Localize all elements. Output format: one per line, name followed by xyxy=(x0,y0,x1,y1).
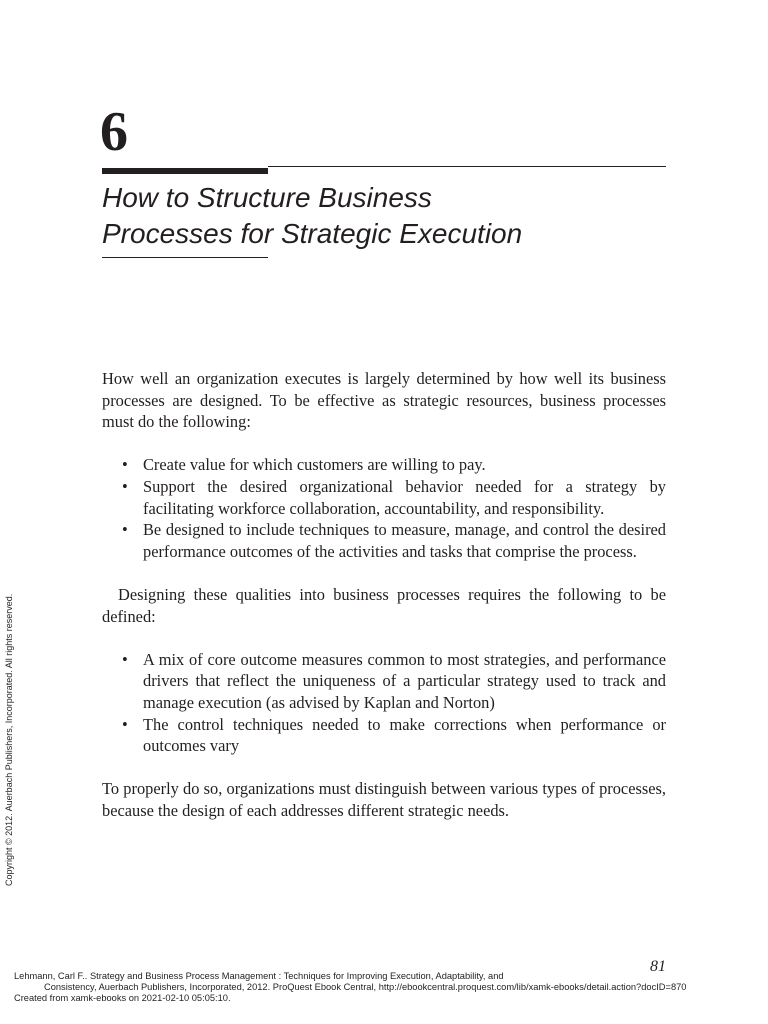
chapter-title-line2: Processes for Strategic Execution xyxy=(102,218,523,249)
copyright-notice: Copyright © 2012. Auerbach Publishers, Incorporated. All rights reserved. xyxy=(4,593,14,886)
list-item xyxy=(122,519,666,562)
list-item xyxy=(122,454,666,476)
list-item xyxy=(122,476,666,519)
paragraph-intro: How well an organization executes is largely determined by how well its business processes are designed. To be effective as strategic resources, business processes must do the following: xyxy=(102,369,666,432)
body-text xyxy=(102,368,666,821)
list-item-text: Create value for which customers are willing to pay. xyxy=(143,455,486,475)
chapter-rule-thick xyxy=(102,168,268,174)
title-underline xyxy=(102,257,268,258)
list-item xyxy=(122,714,666,757)
bullet-marker: • xyxy=(122,520,128,540)
paragraph-conclusion: To properly do so, organizations must distinguish between various types of processes, because the design of each addresses different strategic needs. xyxy=(102,779,666,820)
page-number: 81 xyxy=(650,958,666,975)
list-item-text: The control techniques needed to make corrections when performance or outcomes vary xyxy=(143,714,666,756)
citation-line: Lehmann, Carl F.. Strategy and Business Process Management : Techniques for Improving Execution, Adaptability, and xyxy=(14,971,504,981)
bullet-marker: • xyxy=(122,476,128,496)
bullet-marker: • xyxy=(122,714,128,734)
paragraph-designing: Designing these qualities into business processes requires the following to be defined: xyxy=(102,584,666,626)
bullet-list-requirements xyxy=(102,454,666,562)
chapter-title-line1: How to Structure Business xyxy=(102,182,432,213)
citation-line: Created from xamk-ebooks on 2021-02-10 05:05:10. xyxy=(14,993,231,1003)
bullet-marker: • xyxy=(122,649,128,669)
chapter-rule-thin xyxy=(268,166,666,167)
list-item-text: Support the desired organizational behavior needed for a strategy by facilitating workforce collaboration, accountability, and responsibility. xyxy=(143,476,666,518)
citation-line: Consistency, Auerbach Publishers, Incorporated, 2012. ProQuest Ebook Central, http://ebookcentral.proquest.com/lib/xamk-ebooks/detail.action?docID=870 xyxy=(44,982,687,992)
chapter-number: 6 xyxy=(100,101,128,163)
chapter-title xyxy=(102,180,662,252)
list-item xyxy=(122,649,666,714)
list-item-text: Be designed to include techniques to measure, manage, and control the desired performance outcomes of the activities and tasks that comprise the process. xyxy=(143,520,666,561)
bullet-list-definitions xyxy=(102,649,666,757)
citation-footer xyxy=(14,971,768,1004)
list-item-text: A mix of core outcome measures common to most strategies, and performance drivers that reflect the uniqueness of a particular strategy used to track and manage execution (as advised by Kaplan and Norton) xyxy=(143,649,666,712)
bullet-marker: • xyxy=(122,455,128,475)
